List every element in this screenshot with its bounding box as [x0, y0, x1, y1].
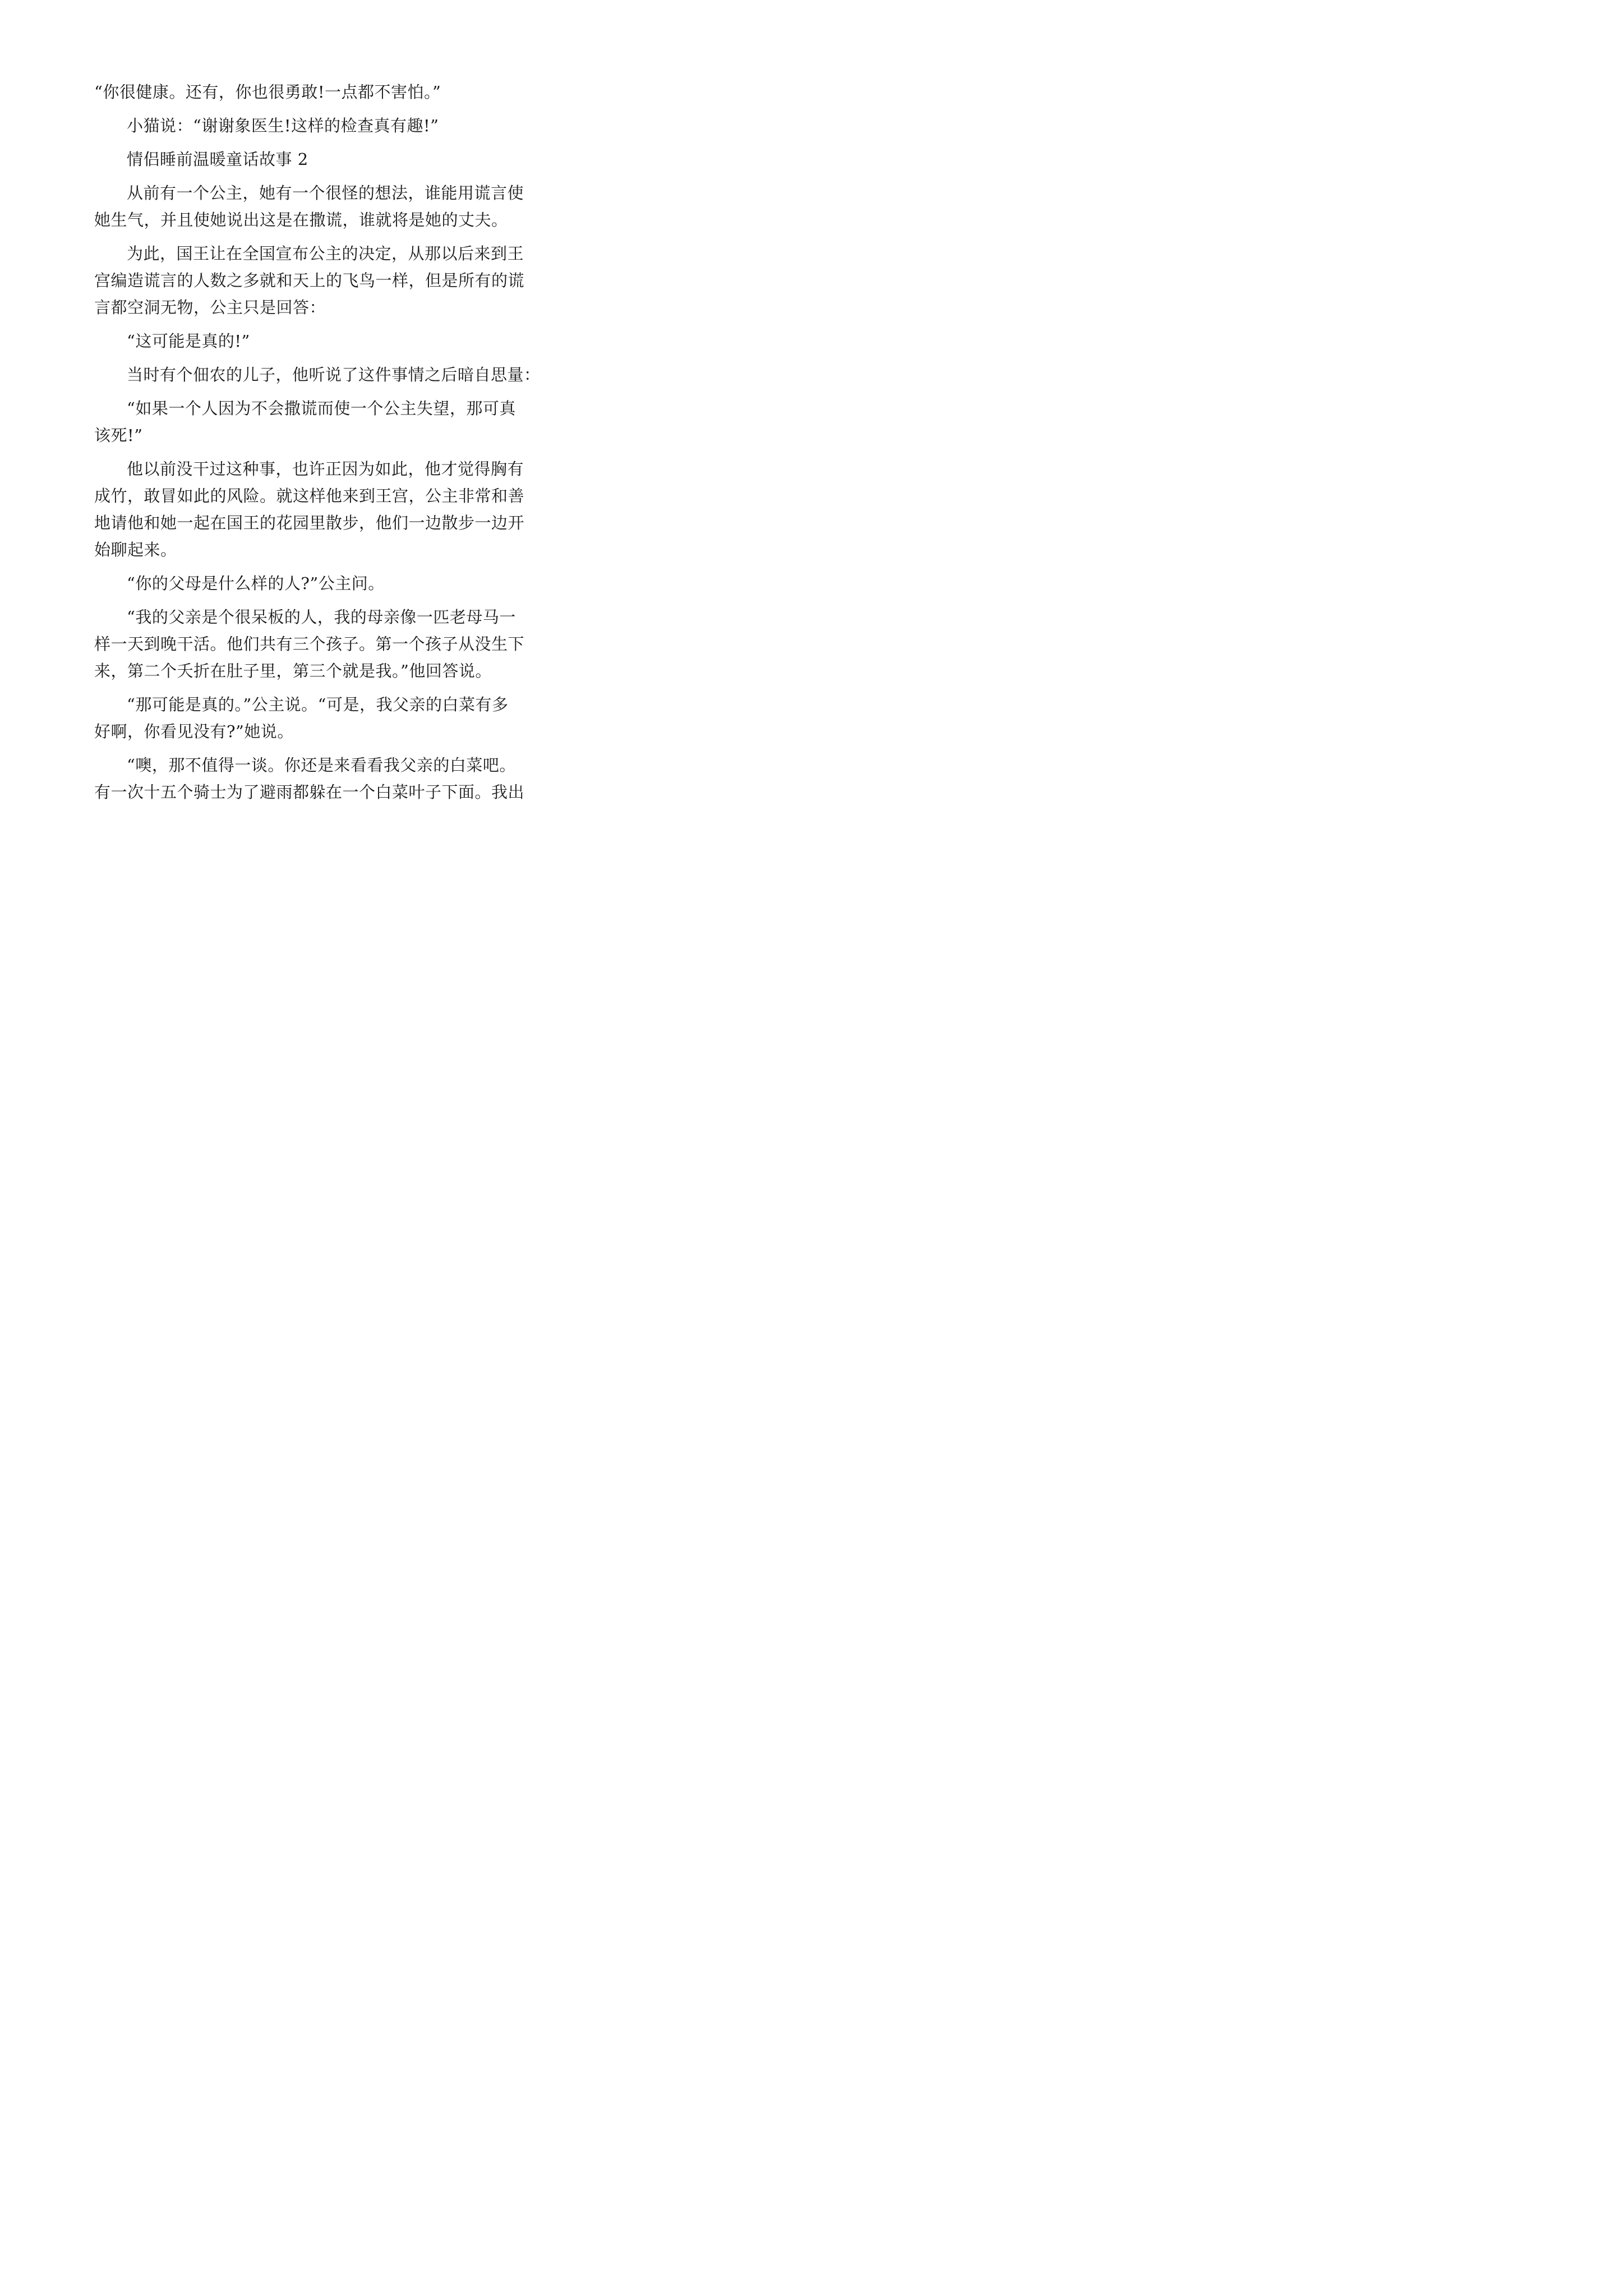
document-page	[0, 0, 619, 875]
text-line: “如果一个人因为不会撒谎而使一个公主失望，那可真	[127, 399, 516, 418]
text-line: 好啊，你看见没有?”她说。	[94, 722, 294, 741]
text-line: 来，第二个夭折在肚子里，第三个就是我。”他回答说。	[94, 661, 492, 680]
text-line: 有一次十五个骑士为了避雨都躲在一个白菜叶子下面。我出	[94, 783, 525, 802]
text-line: “这可能是真的!”	[127, 332, 250, 351]
text-line: 宫编造谎言的人数之多就和天上的飞鸟一样，但是所有的谎	[94, 271, 525, 290]
text-line: “噢，那不值得一谈。你还是来看看我父亲的白菜吧。	[127, 756, 516, 775]
text-line: “你的父母是什么样的人?”公主问。	[127, 574, 385, 593]
text-line: “我的父亲是个很呆板的人，我的母亲像一匹老母马一	[127, 608, 516, 627]
document-body	[94, 79, 541, 806]
text-line: “那可能是真的。”公主说。“可是，我父亲的白菜有多	[127, 695, 509, 714]
text-line: 成竹，敢冒如此的风险。就这样他来到王宫，公主非常和善	[94, 486, 525, 505]
section-heading: 情侣睡前温暖童话故事 2	[127, 150, 308, 169]
text-line: 小猫说：“谢谢象医生!这样的检查真有趣!”	[127, 116, 439, 135]
text-line: 该死!”	[94, 426, 143, 445]
text-line: 始聊起来。	[94, 540, 177, 559]
text-line: 从前有一个公主，她有一个很怪的想法，谁能用谎言使	[127, 183, 524, 203]
text-line: 他以前没干过这种事，也许正因为如此，他才觉得胸有	[127, 459, 524, 478]
text-line: 为此，国王让在全国宣布公主的决定，从那以后来到王	[127, 244, 524, 263]
text-line: “你很健康。还有，你也很勇敢!一点都不害怕。”	[94, 82, 441, 102]
text-line: 她生气，并且使她说出这是在撒谎，谁就将是她的丈夫。	[94, 210, 508, 229]
text-line: 样一天到晚干活。他们共有三个孩子。第一个孩子从没生下	[94, 634, 525, 654]
text-line: 当时有个佃农的儿子，他听说了这件事情之后暗自思量：	[127, 365, 541, 384]
text-line: 地请他和她一起在国王的花园里散步，他们一边散步一边开	[94, 513, 525, 532]
text-line: 言都空洞无物，公主只是回答：	[94, 298, 326, 317]
